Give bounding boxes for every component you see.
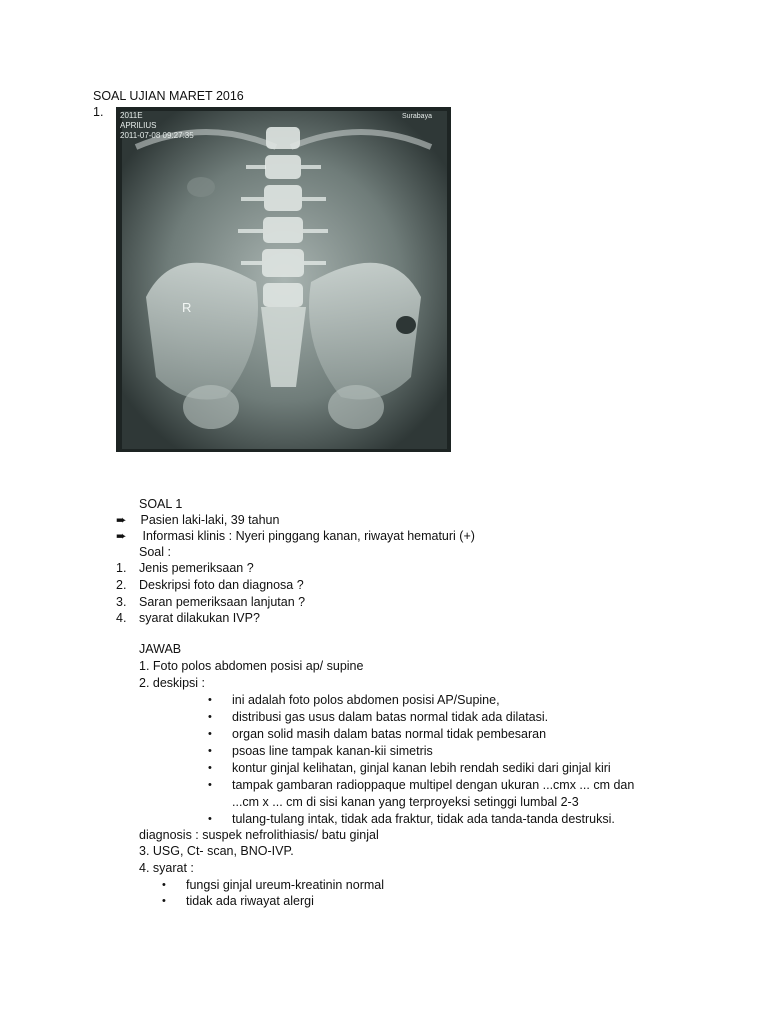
- bullet-icon: •: [208, 779, 212, 791]
- question-text: Deskripsi foto dan diagnosa ?: [139, 578, 304, 592]
- description-text: tampak gambaran radioppaque multipel dengan ukuran ...cmx ... cm dan: [232, 778, 635, 792]
- answer-3: 3. USG, Ct- scan, BNO-IVP.: [139, 844, 294, 858]
- description-text: psoas line tampak kanan-kii simetris: [232, 744, 433, 758]
- bullet-icon: •: [208, 694, 212, 706]
- question-item-4: [116, 610, 260, 626]
- syarat-text: fungsi ginjal ureum-kreatinin normal: [186, 878, 385, 892]
- question-num: 3.: [116, 595, 127, 609]
- soal-bullet-2: [116, 528, 475, 544]
- question-item-3: [116, 594, 306, 610]
- bullet-icon: •: [208, 813, 212, 825]
- answer-1: 1. Foto polos abdomen posisi ap/ supine: [139, 659, 364, 673]
- arrow-icon: ➨: [116, 513, 127, 527]
- bullet-icon: •: [208, 745, 212, 757]
- syarat-text: tidak ada riwayat alergi: [186, 894, 314, 908]
- jawab-heading: JAWAB: [139, 642, 182, 656]
- xray-institution: Surabaya: [402, 113, 432, 120]
- description-text: organ solid masih dalam batas normal tidak pembesaran: [232, 727, 547, 741]
- description-continuation: ...cm x ... cm di sisi kanan yang terproyeksi setinggi lumbal 2-3: [232, 795, 579, 809]
- description-text: ini adalah foto polos abdomen posisi AP/Supine,: [232, 693, 500, 707]
- bullet-icon: •: [162, 895, 166, 907]
- description-text: tulang-tulang intak, tidak ada fraktur, tidak ada tanda-tanda destruksi.: [232, 812, 615, 826]
- soal-bullet-text: Informasi klinis : Nyeri pinggang kanan, riwayat hematuri (+): [142, 529, 475, 543]
- answer-4-label: 4. syarat :: [139, 861, 194, 875]
- bullet-icon: •: [208, 762, 212, 774]
- soal-bullet-text: Pasien laki-laki, 39 tahun: [140, 513, 280, 527]
- soal-bullet-1: [116, 512, 279, 528]
- arrow-icon: ➨: [116, 529, 127, 543]
- xray-label-line-1: 2011E: [120, 111, 143, 120]
- bullet-icon: •: [208, 711, 212, 723]
- bullet-icon: •: [162, 879, 166, 891]
- question-text: syarat dilakukan IVP?: [139, 611, 260, 625]
- question-item-2: [116, 577, 304, 593]
- diagnosis: diagnosis : suspek nefrolithiasis/ batu ginjal: [139, 828, 379, 842]
- xray-image: [116, 107, 451, 452]
- question-num: 1.: [116, 561, 127, 575]
- bullet-icon: •: [208, 728, 212, 740]
- soal-heading: SOAL 1: [139, 497, 183, 511]
- question-number: 1.: [93, 105, 104, 119]
- answer-2-label: 2. deskipsi :: [139, 676, 206, 690]
- question-num: 2.: [116, 578, 127, 592]
- question-text: Jenis pemeriksaan ?: [139, 561, 254, 575]
- soal-label: Soal :: [139, 545, 171, 559]
- question-num: 4.: [116, 611, 127, 625]
- question-item-1: [116, 560, 254, 576]
- xray-label-line-3: 2011-07-08 09:27:35: [120, 131, 194, 140]
- xray-label-line-2: APRILIUS: [120, 121, 157, 130]
- document-title: SOAL UJIAN MARET 2016: [93, 89, 244, 103]
- xray-side-marker: R: [182, 300, 192, 315]
- question-text: Saran pemeriksaan lanjutan ?: [139, 595, 306, 609]
- description-text: kontur ginjal kelihatan, ginjal kanan lebih rendah sediki dari ginjal kiri: [232, 761, 611, 775]
- description-text: distribusi gas usus dalam batas normal tidak ada dilatasi.: [232, 710, 549, 724]
